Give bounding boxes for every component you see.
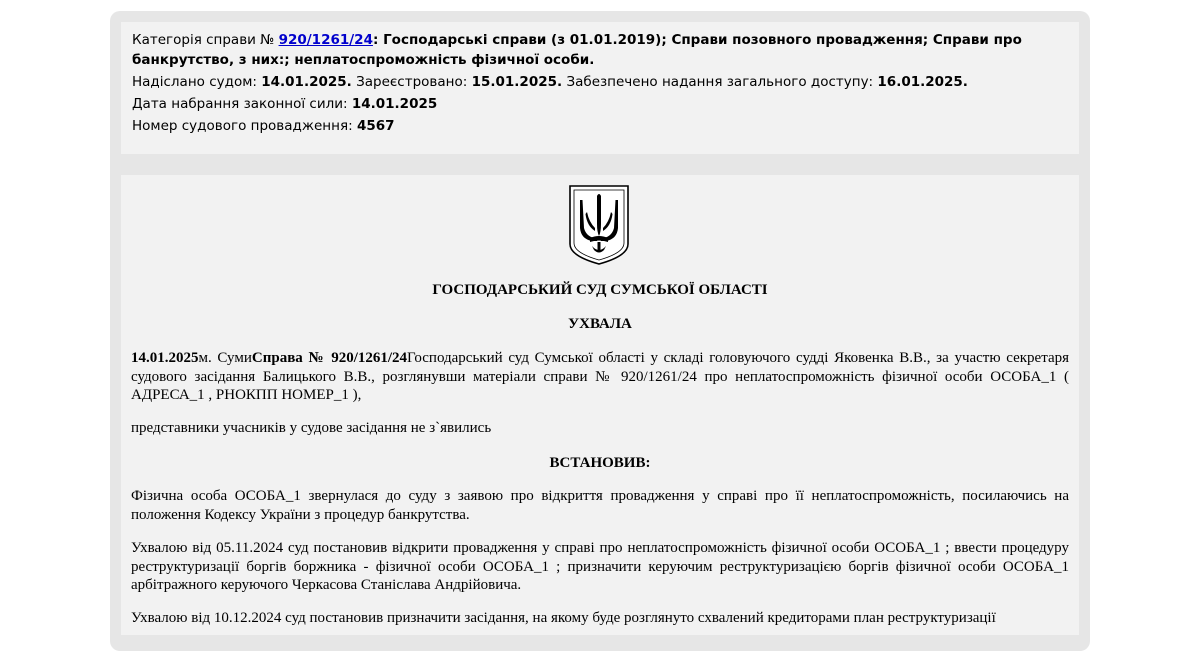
access-date: 16.01.2025. <box>877 74 968 90</box>
case-dates <box>132 72 1068 92</box>
effective-date: 14.01.2025 <box>351 96 438 112</box>
sent-date: 14.01.2025. <box>261 74 352 90</box>
document-type: УХВАЛА <box>568 316 632 332</box>
established-heading: ВСТАНОВИВ: <box>549 455 651 471</box>
category-label: Категорія справи № <box>132 32 275 48</box>
category-text: : Господарські справи (з 01.01.2019); Справи позовного провадження; Справи про банкрутство, з них:; неплатоспроможність фізичної особи. <box>132 32 1022 68</box>
proceeding-number: 4567 <box>356 118 395 134</box>
paragraph-2: Ухвалою від 05.11.2024 суд постановив відкрити провадження у справі про неплатоспроможність фізичної особи ОСОБА_1 ; ввести процедуру реструктуризації боргів боржника - фізичної особи ОСОБА_1 ; призначити керуючим реструктуризацією боргів фізичної особи ОСОБА_1 арбітражного керуючого Черкасова Станіслава Андрійовича. <box>131 540 1069 593</box>
intro-city: м. Суми <box>198 350 252 366</box>
proceeding-label: Номер судового провадження: <box>132 118 353 134</box>
intro-paragraph <box>131 349 1069 405</box>
registered-date: 15.01.2025. <box>471 74 563 90</box>
ruling-document <box>121 175 1079 635</box>
effective-date-row <box>132 94 1068 114</box>
case-metadata-panel <box>121 22 1079 154</box>
attendance-note: представники учасників у судове засідання не з`явились <box>131 420 492 436</box>
effective-label: Дата набрання законної сили: <box>132 96 348 112</box>
sent-label: Надіслано судом: <box>132 74 257 90</box>
coat-of-arms-icon <box>568 184 630 266</box>
paragraph-3: Ухвалою від 10.12.2024 суд постановив призначити засідання, на якому буде розглянуто схвалений кредиторами план реструктуризації <box>131 610 996 626</box>
paragraph-1: Фізична особа ОСОБА_1 звернулася до суду з заявою про відкриття провадження у справі про її неплатоспроможність, посилаючись на положення Кодексу України з процедур банкрутства. <box>131 488 1069 523</box>
intro-text: Господарський суд Сумської області у складі головуючого судді Яковенка В.В., за участю секретаря судового засідання Балицького В.В., розглянувши матеріали справи № 920/1261/24 про неплатоспроможність фізичної особи ОСОБА_1 ( АДРЕСА_1 , РНОКПП НОМЕР_1 ), <box>131 350 1069 403</box>
access-label: Забезпечено надання загального доступу: <box>566 74 874 90</box>
court-name: ГОСПОДАРСЬКИЙ СУД СУМСЬКОЇ ОБЛАСТІ <box>432 282 768 298</box>
intro-case-number: Справа № 920/1261/24 <box>251 350 408 366</box>
case-number-link[interactable]: 920/1261/24 <box>278 32 373 48</box>
proceeding-number-row <box>132 116 1068 136</box>
intro-date: 14.01.2025 <box>131 350 199 366</box>
case-category <box>132 30 1068 70</box>
registered-label: Зареєстровано: <box>356 74 468 90</box>
